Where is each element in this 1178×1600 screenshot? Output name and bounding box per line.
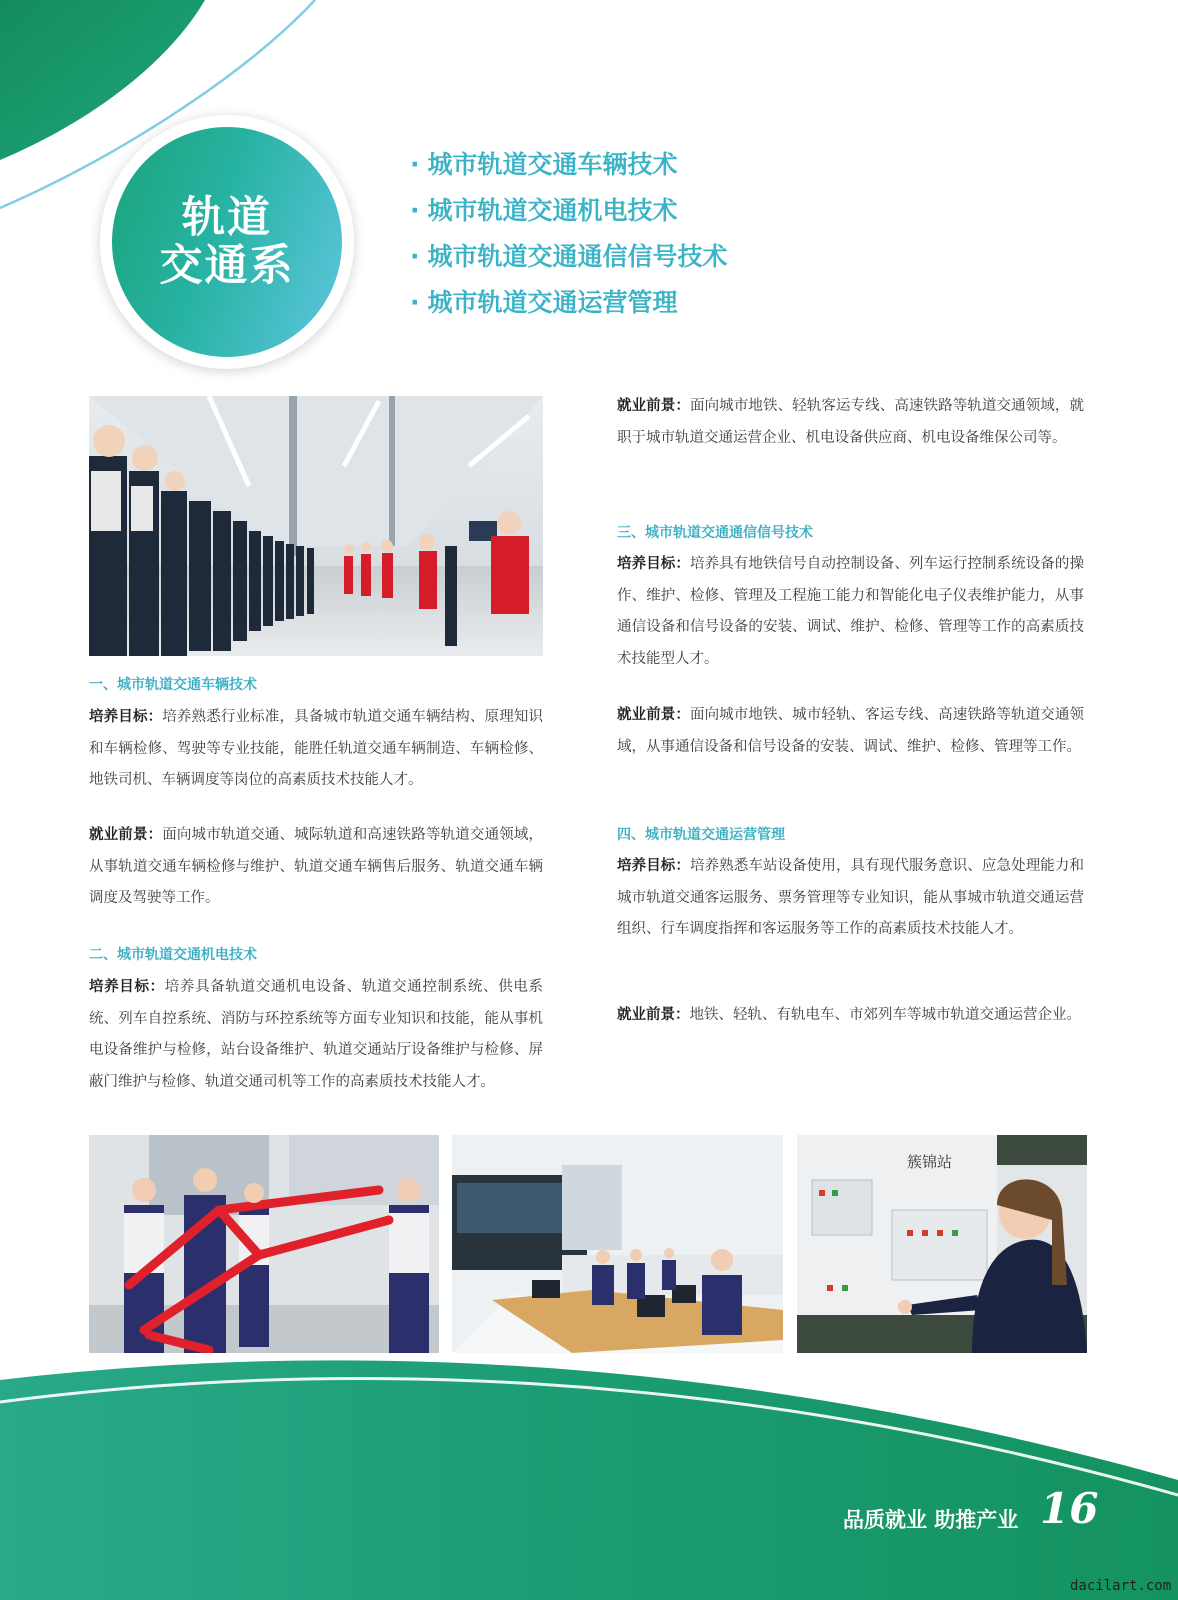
section-title-electromechanical: 二、城市轨道交通机电技术 [89,947,257,963]
job-text: 面向城市地铁、城市轻轨、客运专线、高速铁路等轨道交通领域，从事通信设备和信号设备的安装、调试、维护、检修、管理等工作。 [617,707,1084,755]
job-text: 面向城市地铁、轻轨客运专线、高速铁路等轨道交通领域，就职于城市轨道交通运营企业、机电设备供应商、机电设备维保公司等。 [617,398,1084,446]
bullet-icon: · [410,196,420,225]
goal-label: 培养目标： [89,979,165,995]
section-signal-job [617,700,1084,763]
job-label: 就业前景： [89,827,163,843]
section-electromechanical-goal [89,972,543,1098]
goal-text: 培养熟悉行业标准，具备城市轨道交通车辆结构、原理知识和车辆检修、驾驶等专业技能，能胜任轨道交通车辆制造、车辆检修、地铁司机、车辆调度等岗位的高素质技术技能人才。 [89,709,543,789]
majors-list [410,148,728,332]
goal-text: 培养具有地铁信号自动控制设备、列车运行控制系统设备的操作、维护、检修、管理及工程施工能力和智能化电子仪表维护能力，从事通信设备和信号设备的安装、调试、维护、检修、管理等工作的高素质技术技能型人才。 [617,556,1084,667]
goal-text: 培养熟悉车站设备使用，具有现代服务意识、应急处理能力和城市轨道交通客运服务、票务管理等专业知识，能从事城市轨道交通运营组织、行车调度指挥和客运服务等工作的高素质技术技能人才。 [617,858,1084,938]
footer-wave [0,1330,1178,1600]
photo-station-hall [89,396,543,656]
department-badge [112,127,342,357]
goal-label: 培养目标： [89,709,163,725]
job-text: 地铁、轻轨、有轨电车、市郊列车等城市轨道交通运营企业。 [689,1007,1081,1023]
photo-vehicle-workshop [89,1135,439,1353]
bullet-icon: · [410,288,420,317]
section-title-vehicle: 一、城市轨道交通车辆技术 [89,677,257,693]
goal-label: 培养目标： [617,556,690,572]
section-vehicle-job [89,820,543,915]
major-item [410,148,728,194]
job-label: 就业前景： [617,398,690,414]
section-title-signal: 三、城市轨道交通通信信号技术 [617,525,813,541]
watermark: dacilart.com [1070,1578,1172,1594]
major-label: 城市轨道交通通信信号技术 [427,242,728,271]
photo-control-center [452,1135,783,1353]
department-name-line2: 交通系 [159,241,295,291]
bullet-icon: · [410,242,420,271]
major-label: 城市轨道交通车辆技术 [427,150,678,179]
station-sign-text: 簇锦站 [907,1153,953,1171]
major-label: 城市轨道交通运营管理 [427,288,678,317]
job-text: 面向城市轨道交通、城际轨道和高速铁路等轨道交通领域，从事轨道交通车辆检修与维护、轨道交通车辆售后服务、轨道交通车辆调度及驾驶等工作。 [89,827,543,907]
page-number: 16 [1040,1484,1099,1533]
goal-label: 培养目标： [617,858,690,874]
goal-text: 培养具备轨道交通机电设备、轨道交通控制系统、供电系统、列车自控系统、消防与环控系统等方面专业知识和技能，能从事机电设备维护与检修，站台设备维护、轨道交通站厅设备维护与检修、屏蔽门维护与检修、轨道交通司机等工作的高素质技术技能人才。 [89,979,544,1090]
photo-station-panel [797,1135,1087,1353]
section-title-operations: 四、城市轨道交通运营管理 [617,827,785,843]
major-item [410,286,728,332]
major-item [410,194,728,240]
footer-slogan: 品质就业 助推产业 [843,1508,1019,1532]
section-signal-goal [617,549,1084,675]
section-operations-job [617,1000,1084,1032]
major-item [410,240,728,286]
section-electromechanical-job [617,391,1084,454]
department-name-line1: 轨道 [182,193,272,243]
section-operations-goal [617,851,1084,946]
major-label: 城市轨道交通机电技术 [427,196,678,225]
job-label: 就业前景： [617,707,690,723]
job-label: 就业前景： [617,1007,690,1023]
section-vehicle-goal [89,702,543,797]
bullet-icon: · [410,150,420,179]
